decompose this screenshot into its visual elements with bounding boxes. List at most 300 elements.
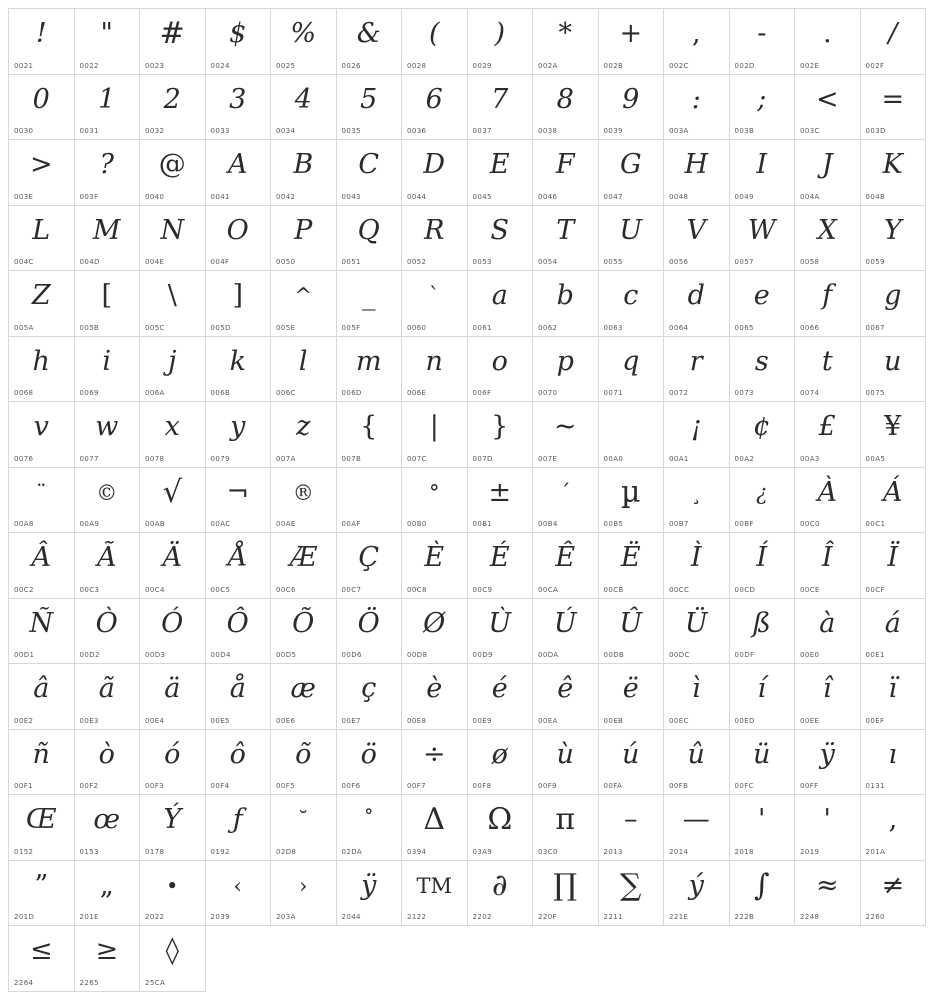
glyph-codepoint: 0060 xyxy=(407,323,427,332)
glyph-cell[interactable] xyxy=(468,206,534,272)
glyph-codepoint: 0050 xyxy=(276,258,296,266)
glyph-cell[interactable] xyxy=(337,664,403,730)
glyph-cell[interactable] xyxy=(730,730,796,796)
glyph-cell[interactable] xyxy=(9,599,75,665)
glyph-cell[interactable] xyxy=(140,75,206,141)
glyph-character: Δ xyxy=(423,802,446,837)
glyph-character: Ý xyxy=(163,804,182,835)
glyph-cell[interactable] xyxy=(599,533,665,599)
glyph-cell[interactable] xyxy=(468,599,534,665)
glyph-cell[interactable] xyxy=(402,402,468,468)
glyph-cell[interactable] xyxy=(664,599,730,665)
glyph-cell[interactable] xyxy=(468,468,534,534)
glyph-cell[interactable] xyxy=(9,140,75,206)
glyph-codepoint: 00A8 xyxy=(14,520,34,528)
glyph-cell[interactable] xyxy=(75,206,141,272)
glyph-codepoint: 203A xyxy=(276,913,296,921)
glyph-codepoint: 00ED xyxy=(734,716,755,725)
glyph-cell[interactable] xyxy=(140,926,206,992)
glyph-character: ù xyxy=(556,738,574,770)
glyph-character: Ë xyxy=(620,542,641,573)
glyph-codepoint: 00DF xyxy=(734,651,755,659)
glyph-cell[interactable] xyxy=(533,468,599,534)
glyph-character: — xyxy=(682,804,710,835)
glyph-codepoint: 007B xyxy=(341,454,362,463)
glyph-cell[interactable] xyxy=(402,795,468,861)
glyph-cell[interactable] xyxy=(468,75,534,141)
glyph-cell[interactable] xyxy=(140,664,206,730)
glyph-character: s xyxy=(754,345,769,377)
glyph-cell[interactable] xyxy=(271,9,337,75)
glyph-cell[interactable] xyxy=(206,533,272,599)
glyph-codepoint: 00B7 xyxy=(669,520,689,528)
glyph-cell[interactable] xyxy=(795,861,861,927)
glyph-codepoint: 007C xyxy=(407,454,427,463)
glyph-cell[interactable] xyxy=(206,271,272,337)
glyph-cell[interactable] xyxy=(337,861,403,927)
glyph-character: ” xyxy=(34,869,49,901)
glyph-cell[interactable] xyxy=(861,795,927,861)
glyph-cell[interactable] xyxy=(599,206,665,272)
glyph-codepoint: 00E4 xyxy=(145,716,165,725)
glyph-character: Ü xyxy=(684,607,708,639)
glyph-character: í xyxy=(757,673,767,704)
glyph-codepoint: 005E xyxy=(276,323,296,332)
glyph-cell[interactable] xyxy=(9,468,75,534)
glyph-codepoint: 0025 xyxy=(276,61,296,70)
glyph-cell[interactable] xyxy=(337,468,403,534)
glyph-character: ¬ xyxy=(226,476,250,508)
glyph-codepoint: 00C0 xyxy=(800,520,820,528)
glyph-codepoint: 222B xyxy=(734,913,755,921)
glyph-cell[interactable] xyxy=(75,861,141,927)
glyph-cell[interactable] xyxy=(599,140,665,206)
glyph-cell[interactable] xyxy=(533,271,599,337)
glyph-cell[interactable] xyxy=(402,9,468,75)
glyph-codepoint: 0070 xyxy=(538,389,558,397)
glyph-cell[interactable] xyxy=(402,664,468,730)
glyph-character: å xyxy=(229,673,246,704)
glyph-cell[interactable] xyxy=(9,664,75,730)
glyph-cell[interactable] xyxy=(468,140,534,206)
glyph-cell[interactable] xyxy=(75,75,141,141)
glyph-cell[interactable] xyxy=(730,468,796,534)
glyph-character: % xyxy=(290,18,317,49)
glyph-codepoint: 0067 xyxy=(865,323,885,332)
glyph-codepoint: 03C0 xyxy=(538,847,558,856)
glyph-cell[interactable] xyxy=(861,75,927,141)
glyph-cell[interactable] xyxy=(9,271,75,337)
glyph-cell[interactable] xyxy=(861,206,927,272)
glyph-cell[interactable] xyxy=(795,468,861,534)
glyph-cell[interactable] xyxy=(271,75,337,141)
glyph-character: { xyxy=(360,411,378,442)
glyph-cell[interactable] xyxy=(730,795,796,861)
glyph-codepoint: 007D xyxy=(472,454,493,463)
glyph-cell[interactable] xyxy=(861,337,927,403)
glyph-character: à xyxy=(819,607,836,639)
glyph-cell[interactable] xyxy=(75,730,141,796)
glyph-cell[interactable] xyxy=(75,9,141,75)
glyph-cell[interactable] xyxy=(795,730,861,796)
glyph-cell[interactable] xyxy=(402,730,468,796)
glyph-codepoint: 00CD xyxy=(734,585,756,594)
glyph-cell[interactable] xyxy=(140,599,206,665)
glyph-cell[interactable] xyxy=(75,533,141,599)
glyph-cell[interactable] xyxy=(730,533,796,599)
glyph-cell[interactable] xyxy=(861,140,927,206)
glyph-cell[interactable] xyxy=(468,337,534,403)
glyph-character: ì xyxy=(691,673,701,704)
glyph-cell[interactable] xyxy=(140,730,206,796)
glyph-cell[interactable] xyxy=(533,861,599,927)
glyph-cell[interactable] xyxy=(402,75,468,141)
glyph-character: Í xyxy=(756,542,768,573)
glyph-cell[interactable] xyxy=(861,271,927,337)
glyph-cell[interactable] xyxy=(664,468,730,534)
glyph-cell[interactable] xyxy=(206,402,272,468)
glyph-cell[interactable] xyxy=(730,861,796,927)
glyph-cell[interactable] xyxy=(533,599,599,665)
glyph-codepoint: 0054 xyxy=(538,258,558,266)
glyph-cell[interactable] xyxy=(140,861,206,927)
glyph-codepoint: 00E6 xyxy=(276,716,296,725)
glyph-cell[interactable] xyxy=(337,75,403,141)
glyph-character: ∂ xyxy=(491,867,508,903)
glyph-character: ‚ xyxy=(888,804,898,835)
glyph-cell[interactable] xyxy=(599,861,665,927)
glyph-cell[interactable] xyxy=(337,271,403,337)
glyph-cell[interactable] xyxy=(795,271,861,337)
glyph-cell[interactable] xyxy=(664,206,730,272)
glyph-cell[interactable] xyxy=(795,337,861,403)
glyph-cell[interactable] xyxy=(9,795,75,861)
glyph-cell[interactable] xyxy=(206,599,272,665)
glyph-cell[interactable] xyxy=(9,75,75,141)
glyph-cell[interactable] xyxy=(337,140,403,206)
glyph-character: X xyxy=(817,214,837,246)
glyph-cell[interactable] xyxy=(533,730,599,796)
glyph-cell[interactable] xyxy=(337,795,403,861)
glyph-cell[interactable] xyxy=(468,664,534,730)
glyph-cell[interactable] xyxy=(599,730,665,796)
glyph-codepoint: 0023 xyxy=(145,61,165,70)
glyph-cell[interactable] xyxy=(730,140,796,206)
glyph-cell[interactable] xyxy=(402,599,468,665)
glyph-cell[interactable] xyxy=(271,140,337,206)
glyph-cell[interactable] xyxy=(599,599,665,665)
glyph-codepoint: 00EB xyxy=(603,716,624,725)
glyph-character: E xyxy=(489,149,510,180)
glyph-cell[interactable] xyxy=(206,468,272,534)
glyph-cell[interactable] xyxy=(140,795,206,861)
glyph-character: ' xyxy=(758,804,766,835)
glyph-cell[interactable] xyxy=(206,337,272,403)
glyph-cell[interactable] xyxy=(599,402,665,468)
glyph-cell[interactable] xyxy=(337,533,403,599)
glyph-cell[interactable] xyxy=(337,402,403,468)
glyph-codepoint: 0192 xyxy=(210,847,230,856)
glyph-character: v xyxy=(33,411,49,442)
glyph-character: â xyxy=(33,673,50,704)
glyph-codepoint: 0044 xyxy=(407,192,427,201)
glyph-cell[interactable] xyxy=(533,402,599,468)
glyph-character: Ò xyxy=(95,607,118,639)
glyph-cell[interactable] xyxy=(664,730,730,796)
glyph-cell[interactable] xyxy=(402,206,468,272)
glyph-cell[interactable] xyxy=(337,599,403,665)
glyph-codepoint: 004E xyxy=(145,258,165,266)
glyph-cell[interactable] xyxy=(9,533,75,599)
glyph-cell[interactable] xyxy=(730,664,796,730)
glyph-character: V xyxy=(686,214,706,246)
glyph-cell[interactable] xyxy=(730,75,796,141)
glyph-cell[interactable] xyxy=(206,730,272,796)
glyph-cell[interactable] xyxy=(664,402,730,468)
glyph-cell[interactable] xyxy=(599,75,665,141)
glyph-codepoint: 00D4 xyxy=(210,651,231,659)
glyph-codepoint: 00F1 xyxy=(14,782,33,790)
glyph-character: Ú xyxy=(553,607,577,639)
glyph-cell[interactable] xyxy=(533,533,599,599)
glyph-character: ‹ xyxy=(233,873,242,898)
glyph-codepoint: 00E5 xyxy=(210,716,230,725)
glyph-cell[interactable] xyxy=(9,730,75,796)
glyph-cell[interactable] xyxy=(664,664,730,730)
glyph-cell[interactable] xyxy=(206,861,272,927)
glyph-cell[interactable] xyxy=(140,206,206,272)
glyph-cell[interactable] xyxy=(730,599,796,665)
glyph-cell[interactable] xyxy=(468,861,534,927)
glyph-character: ò xyxy=(98,738,115,770)
glyph-cell[interactable] xyxy=(730,337,796,403)
glyph-cell[interactable] xyxy=(861,664,927,730)
glyph-cell[interactable] xyxy=(75,468,141,534)
glyph-cell[interactable] xyxy=(468,271,534,337)
glyph-character: É xyxy=(489,542,510,573)
glyph-cell[interactable] xyxy=(271,206,337,272)
glyph-cell[interactable] xyxy=(140,402,206,468)
glyph-codepoint: 0043 xyxy=(341,192,361,201)
glyph-cell[interactable] xyxy=(730,206,796,272)
glyph-cell[interactable] xyxy=(271,599,337,665)
glyph-cell[interactable] xyxy=(9,926,75,992)
glyph-cell[interactable] xyxy=(795,599,861,665)
glyph-cell[interactable] xyxy=(664,140,730,206)
glyph-codepoint: 0079 xyxy=(210,454,230,463)
glyph-codepoint: 00F2 xyxy=(79,782,99,790)
glyph-cell[interactable] xyxy=(206,206,272,272)
glyph-codepoint: 00C3 xyxy=(79,585,100,594)
glyph-cell[interactable] xyxy=(795,664,861,730)
glyph-cell[interactable] xyxy=(468,9,534,75)
glyph-cell[interactable] xyxy=(402,468,468,534)
glyph-codepoint: 0048 xyxy=(669,192,689,201)
glyph-codepoint: 006E xyxy=(407,389,427,397)
glyph-cell[interactable] xyxy=(861,533,927,599)
glyph-cell[interactable] xyxy=(533,664,599,730)
glyph-cell[interactable] xyxy=(861,402,927,468)
glyph-cell[interactable] xyxy=(9,9,75,75)
glyph-character: È xyxy=(424,542,445,573)
glyph-cell[interactable] xyxy=(664,337,730,403)
glyph-cell[interactable] xyxy=(206,795,272,861)
glyph-cell[interactable] xyxy=(468,533,534,599)
glyph-character: ÿ xyxy=(819,738,835,770)
glyph-cell[interactable] xyxy=(533,337,599,403)
glyph-character: ] xyxy=(232,280,244,311)
glyph-cell[interactable] xyxy=(861,468,927,534)
glyph-cell[interactable] xyxy=(337,730,403,796)
glyph-cell[interactable] xyxy=(402,271,468,337)
glyph-character: Î xyxy=(821,542,833,573)
glyph-character: I xyxy=(756,149,768,180)
glyph-codepoint: 005D xyxy=(210,323,231,332)
glyph-codepoint: 0062 xyxy=(538,323,558,332)
glyph-character: W xyxy=(747,214,776,246)
glyph-character: ¸ xyxy=(691,480,702,505)
glyph-cell[interactable] xyxy=(140,140,206,206)
glyph-character: z xyxy=(296,411,311,442)
glyph-cell[interactable] xyxy=(271,533,337,599)
glyph-cell[interactable] xyxy=(271,468,337,534)
glyph-cell[interactable] xyxy=(795,75,861,141)
glyph-codepoint: 004A xyxy=(800,192,820,201)
glyph-cell[interactable] xyxy=(75,402,141,468)
glyph-character: Y xyxy=(883,214,902,246)
glyph-codepoint: 0064 xyxy=(669,323,689,332)
glyph-cell[interactable] xyxy=(599,795,665,861)
glyph-cell[interactable] xyxy=(664,795,730,861)
glyph-character: 5 xyxy=(360,83,378,115)
glyph-cell[interactable] xyxy=(533,9,599,75)
glyph-character: Õ xyxy=(292,607,315,639)
glyph-codepoint: 004B xyxy=(865,192,886,201)
glyph-cell[interactable] xyxy=(140,337,206,403)
glyph-cell[interactable] xyxy=(75,664,141,730)
glyph-cell[interactable] xyxy=(140,533,206,599)
glyph-character: ß xyxy=(752,607,771,639)
glyph-cell[interactable] xyxy=(730,402,796,468)
glyph-character: + xyxy=(619,18,643,49)
glyph-codepoint: 0033 xyxy=(210,127,230,135)
glyph-cell[interactable] xyxy=(861,730,927,796)
glyph-character: Ç xyxy=(358,542,380,573)
glyph-cell[interactable] xyxy=(140,271,206,337)
glyph-cell[interactable] xyxy=(75,140,141,206)
glyph-codepoint: 0053 xyxy=(472,258,492,266)
glyph-cell[interactable] xyxy=(75,337,141,403)
glyph-cell[interactable] xyxy=(402,533,468,599)
glyph-cell[interactable] xyxy=(9,402,75,468)
glyph-cell[interactable] xyxy=(795,206,861,272)
glyph-cell[interactable] xyxy=(599,337,665,403)
glyph-cell[interactable] xyxy=(337,206,403,272)
glyph-codepoint: 0030 xyxy=(14,127,34,135)
glyph-cell[interactable] xyxy=(861,599,927,665)
glyph-cell[interactable] xyxy=(468,795,534,861)
glyph-character: • xyxy=(166,873,179,898)
glyph-character: © xyxy=(96,480,118,505)
glyph-character: ç xyxy=(361,673,377,704)
glyph-cell[interactable] xyxy=(271,337,337,403)
glyph-cell[interactable] xyxy=(599,271,665,337)
glyph-codepoint: 004D xyxy=(79,258,100,266)
glyph-cell[interactable] xyxy=(533,206,599,272)
glyph-codepoint: 0178 xyxy=(145,847,165,856)
glyph-cell[interactable] xyxy=(140,9,206,75)
glyph-cell[interactable] xyxy=(271,664,337,730)
glyph-cell[interactable] xyxy=(861,861,927,927)
glyph-cell[interactable] xyxy=(75,599,141,665)
glyph-cell[interactable] xyxy=(599,664,665,730)
glyph-character: ö xyxy=(360,738,377,770)
glyph-cell[interactable] xyxy=(9,337,75,403)
glyph-cell[interactable] xyxy=(271,795,337,861)
glyph-character: 9 xyxy=(622,83,640,115)
glyph-character: Ω xyxy=(487,802,513,837)
glyph-cell[interactable] xyxy=(75,795,141,861)
glyph-cell[interactable] xyxy=(206,9,272,75)
glyph-cell[interactable] xyxy=(795,795,861,861)
glyph-cell[interactable] xyxy=(402,861,468,927)
glyph-cell[interactable] xyxy=(730,271,796,337)
glyph-cell[interactable] xyxy=(271,730,337,796)
glyph-cell[interactable] xyxy=(402,140,468,206)
glyph-character: 8 xyxy=(556,83,574,115)
glyph-cell[interactable] xyxy=(337,9,403,75)
glyph-character: c xyxy=(623,280,639,311)
glyph-cell[interactable] xyxy=(468,402,534,468)
glyph-cell[interactable] xyxy=(9,861,75,927)
glyph-cell[interactable] xyxy=(337,337,403,403)
glyph-cell[interactable] xyxy=(795,533,861,599)
glyph-cell[interactable] xyxy=(206,140,272,206)
glyph-cell[interactable] xyxy=(730,9,796,75)
glyph-cell[interactable] xyxy=(271,271,337,337)
glyph-cell[interactable] xyxy=(599,468,665,534)
glyph-cell[interactable] xyxy=(271,861,337,927)
glyph-cell[interactable] xyxy=(795,9,861,75)
glyph-cell[interactable] xyxy=(402,337,468,403)
glyph-cell[interactable] xyxy=(75,926,141,992)
glyph-cell[interactable] xyxy=(795,140,861,206)
glyph-cell[interactable] xyxy=(664,533,730,599)
glyph-cell[interactable] xyxy=(9,206,75,272)
glyph-cell[interactable] xyxy=(468,730,534,796)
glyph-cell[interactable] xyxy=(664,271,730,337)
glyph-cell[interactable] xyxy=(599,9,665,75)
glyph-cell[interactable] xyxy=(861,9,927,75)
glyph-cell[interactable] xyxy=(533,795,599,861)
glyph-cell[interactable] xyxy=(271,402,337,468)
glyph-cell[interactable] xyxy=(533,140,599,206)
glyph-cell[interactable] xyxy=(206,75,272,141)
glyph-cell[interactable] xyxy=(795,402,861,468)
glyph-codepoint: 0075 xyxy=(865,389,885,397)
glyph-cell[interactable] xyxy=(664,9,730,75)
glyph-cell[interactable] xyxy=(664,75,730,141)
glyph-character: ! xyxy=(35,18,47,49)
glyph-character: j xyxy=(168,345,177,377)
glyph-character: = xyxy=(881,83,905,115)
glyph-cell[interactable] xyxy=(664,861,730,927)
glyph-cell[interactable] xyxy=(206,664,272,730)
glyph-character: - xyxy=(757,18,767,49)
glyph-cell[interactable] xyxy=(75,271,141,337)
glyph-cell[interactable] xyxy=(140,468,206,534)
glyph-cell[interactable] xyxy=(533,75,599,141)
